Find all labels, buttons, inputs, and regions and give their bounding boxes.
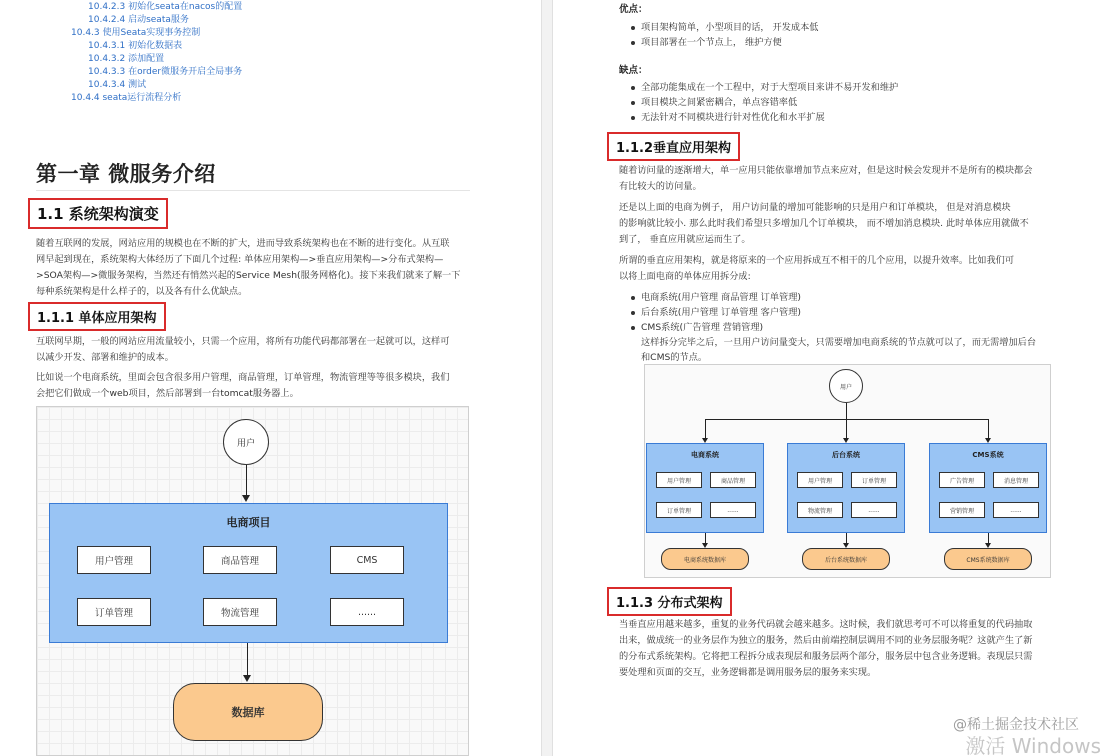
text-line: 互联网早期，一般的网站应用流量较小，只需一个应用，将所有功能代码都部署在一起就可以，这样可 xyxy=(36,336,450,347)
text-line: 的分布式系统架构。它将把工程拆分成表现层和服务层两个部分，服务层中包含业务逻辑。表现层只需 xyxy=(619,651,1033,662)
toc-link[interactable]: 10.4.3.4 测试 xyxy=(88,80,147,90)
vertical-paragraph-3 xyxy=(619,253,1059,285)
left-page xyxy=(0,0,541,756)
connector-line xyxy=(988,419,989,438)
text-line: 要处理和页面的交互，业务逻辑都是调用服务层的服务来实现。 xyxy=(619,667,877,678)
ecommerce-project-title: 电商项目 xyxy=(226,516,271,529)
text-line: 当垂直应用越来越多，重复的业务代码就会越来越多。这时候，我们就思考可不可以将重复的代码抽取 xyxy=(619,619,1033,630)
user-node: 用户 xyxy=(223,419,269,465)
distributed-paragraph xyxy=(619,617,1067,681)
module-box: 订单管理 xyxy=(851,472,897,488)
list-item: 项目模块之间紧密耦合，单点容错率低 xyxy=(629,95,898,110)
list-item: 电商系统(用户管理 商品管理 订单管理) xyxy=(629,290,1069,305)
chapter-title: 第一章 微服务介绍 xyxy=(36,162,216,186)
monolith-diagram xyxy=(36,406,469,756)
module-box: ...... xyxy=(851,502,897,518)
module-box: ...... xyxy=(993,502,1039,518)
vertical-paragraph-1 xyxy=(619,163,1059,195)
section-heading-1-1-2: 1.1.2垂直应用架构 xyxy=(607,132,740,161)
text-line: 出来，做成统一的业务层作为独立的服务，然后由前端控制层调用不同的业务层服务呢？这就产生了新 xyxy=(619,635,1033,646)
section-heading-1-1-3: 1.1.3 分布式架构 xyxy=(607,587,732,616)
toc-link[interactable]: 10.4.2.4 启动seata服务 xyxy=(88,15,189,25)
activation-overlay: 激活 Windows xyxy=(965,734,1101,756)
module-box: CMS xyxy=(330,546,404,574)
ecommerce-project-box xyxy=(49,503,448,643)
toc-link[interactable]: 10.4.3.2 添加配置 xyxy=(88,54,165,64)
system-title: 电商系统 xyxy=(691,451,719,459)
text-line: 以将上面电商的单体应用拆分成: xyxy=(619,271,751,282)
connector-line xyxy=(846,533,847,543)
module-box: 营销管理 xyxy=(939,502,985,518)
module-box: 用户管理 xyxy=(656,472,702,488)
connector-line xyxy=(705,419,706,438)
user-node: 用户 xyxy=(829,369,863,403)
connector-line xyxy=(705,533,706,543)
list-item: 无法针对不同模块进行针对性优化和水平扩展 xyxy=(629,110,898,125)
cons-list xyxy=(629,80,898,125)
arrow-head xyxy=(243,675,251,682)
module-box: 物流管理 xyxy=(797,502,843,518)
module-box: 物流管理 xyxy=(203,598,277,626)
pros-label: 优点： xyxy=(619,4,648,15)
text-line: 还是以上面的电商为例子， 用户访问量的增加可能影响的只是用户和订单模块， 但是对消息模块 xyxy=(619,202,1011,213)
system-group-backend xyxy=(787,443,905,533)
vertical-architecture-diagram xyxy=(644,364,1051,578)
module-box: 广告管理 xyxy=(939,472,985,488)
text-line: 有比较大的访问量。 xyxy=(619,181,702,192)
right-page xyxy=(553,0,1101,756)
text-line: >SOA架构—>微服务架构，当然还有悄然兴起的Service Mesh(服务网格化)。接下来我们就来了解一下 xyxy=(36,270,461,281)
cons-label: 缺点： xyxy=(619,65,648,76)
chapter-divider xyxy=(36,190,470,191)
connector-line xyxy=(846,419,847,438)
module-box: 商品管理 xyxy=(203,546,277,574)
toc-link[interactable]: 10.4.3 使用Seata实现事务控制 xyxy=(71,28,201,38)
list-item: 全部功能集成在一个工程中，对于大型项目来讲不易开发和维护 xyxy=(629,80,898,95)
connector-line xyxy=(846,403,847,419)
systems-list xyxy=(629,290,1069,335)
arrow-head xyxy=(242,495,250,502)
database-node: 后台系统数据库 xyxy=(802,548,890,570)
toc-link[interactable]: 10.4.3.3 在order微服务开启全局事务 xyxy=(88,67,243,77)
system-title: 后台系统 xyxy=(832,451,860,459)
page-gutter xyxy=(541,0,553,756)
system-group-ecommerce xyxy=(646,443,764,533)
module-box: 用户管理 xyxy=(77,546,151,574)
text-line: 和CMS的节点。 xyxy=(641,352,708,363)
example-paragraph xyxy=(36,370,476,402)
toc-link[interactable]: 10.4.3.1 初始化数据表 xyxy=(88,41,183,51)
text-line: 所谓的垂直应用架构，就是将原来的一个应用拆成互不相干的几个应用，以提升效率。比如我们可 xyxy=(619,255,1015,266)
system-group-cms xyxy=(929,443,1047,533)
text-line: 这样拆分完毕之后，一旦用户访问量变大，只需要增加电商系统的节点就可以了，而无需增加后台 xyxy=(641,337,1037,348)
database-node: 数据库 xyxy=(173,683,323,741)
module-box: 消息管理 xyxy=(993,472,1039,488)
list-item: CMS系统(广告管理 营销管理) xyxy=(629,320,1069,335)
split-note xyxy=(629,335,1069,365)
vertical-paragraph-2 xyxy=(619,200,1059,248)
mono-paragraph xyxy=(36,334,476,366)
section-heading-1-1: 1.1 系统架构演变 xyxy=(28,198,168,229)
toc-link[interactable]: 10.4.2.3 初始化seata在nacos的配置 xyxy=(88,2,243,12)
text-line: 比如说一个电商系统，里面会包含很多用户管理，商品管理，订单管理，物流管理等等很多模块，我们 xyxy=(36,372,450,383)
text-line: 随着访问量的逐渐增大，单一应用只能依靠增加节点来应对，但是这时候会发现并不是所有的模块都会 xyxy=(619,165,1033,176)
toc-link[interactable]: 10.4.4 seata运行流程分析 xyxy=(71,93,182,103)
module-box: 用户管理 xyxy=(797,472,843,488)
module-box: 商品管理 xyxy=(710,472,756,488)
watermark: @稀土掘金技术社区 xyxy=(953,717,1079,733)
text-line: 以减少开发、部署和维护的成本。 xyxy=(36,352,174,363)
module-box: ...... xyxy=(330,598,404,626)
module-box: 订单管理 xyxy=(656,502,702,518)
connector-line xyxy=(988,533,989,543)
module-box: 订单管理 xyxy=(77,598,151,626)
text-line: 会把它们做成一个web项目，然后部署到一台tomcat服务器上。 xyxy=(36,388,299,399)
section-heading-1-1-1: 1.1.1 单体应用架构 xyxy=(28,302,166,331)
text-line: 到了， 垂直应用就应运而生了。 xyxy=(619,234,751,245)
database-node: CMS系统数据库 xyxy=(944,548,1032,570)
text-line: 随着互联网的发展，网站应用的规模也在不断的扩大，进而导致系统架构也在不断的进行变化。从互联 xyxy=(36,238,450,249)
system-title: CMS系统 xyxy=(972,451,1004,459)
pros-list xyxy=(629,20,818,50)
module-box: ...... xyxy=(710,502,756,518)
list-item: 项目架构简单，小型项目的话， 开发成本低 xyxy=(629,20,818,35)
connector-line xyxy=(246,465,247,495)
list-item: 项目部署在一个节点上， 维护方便 xyxy=(629,35,818,50)
text-line: 网早起到现在，系统架构大体经历了下面几个过程: 单体应用架构—>垂直应用架构—>分布式架构— xyxy=(36,254,444,265)
database-node: 电商系统数据库 xyxy=(661,548,749,570)
intro-paragraph xyxy=(36,236,476,300)
text-line: 的影响就比较小. 那么此时我们希望只多增加几个订单模块， 而不增加消息模块. 此时单体应用就做不 xyxy=(619,218,1029,229)
text-line: 每种系统架构是什么样子的，以及各有什么优缺点。 xyxy=(36,286,248,297)
connector-line xyxy=(247,643,248,675)
list-item: 后台系统(用户管理 订单管理 客户管理) xyxy=(629,305,1069,320)
